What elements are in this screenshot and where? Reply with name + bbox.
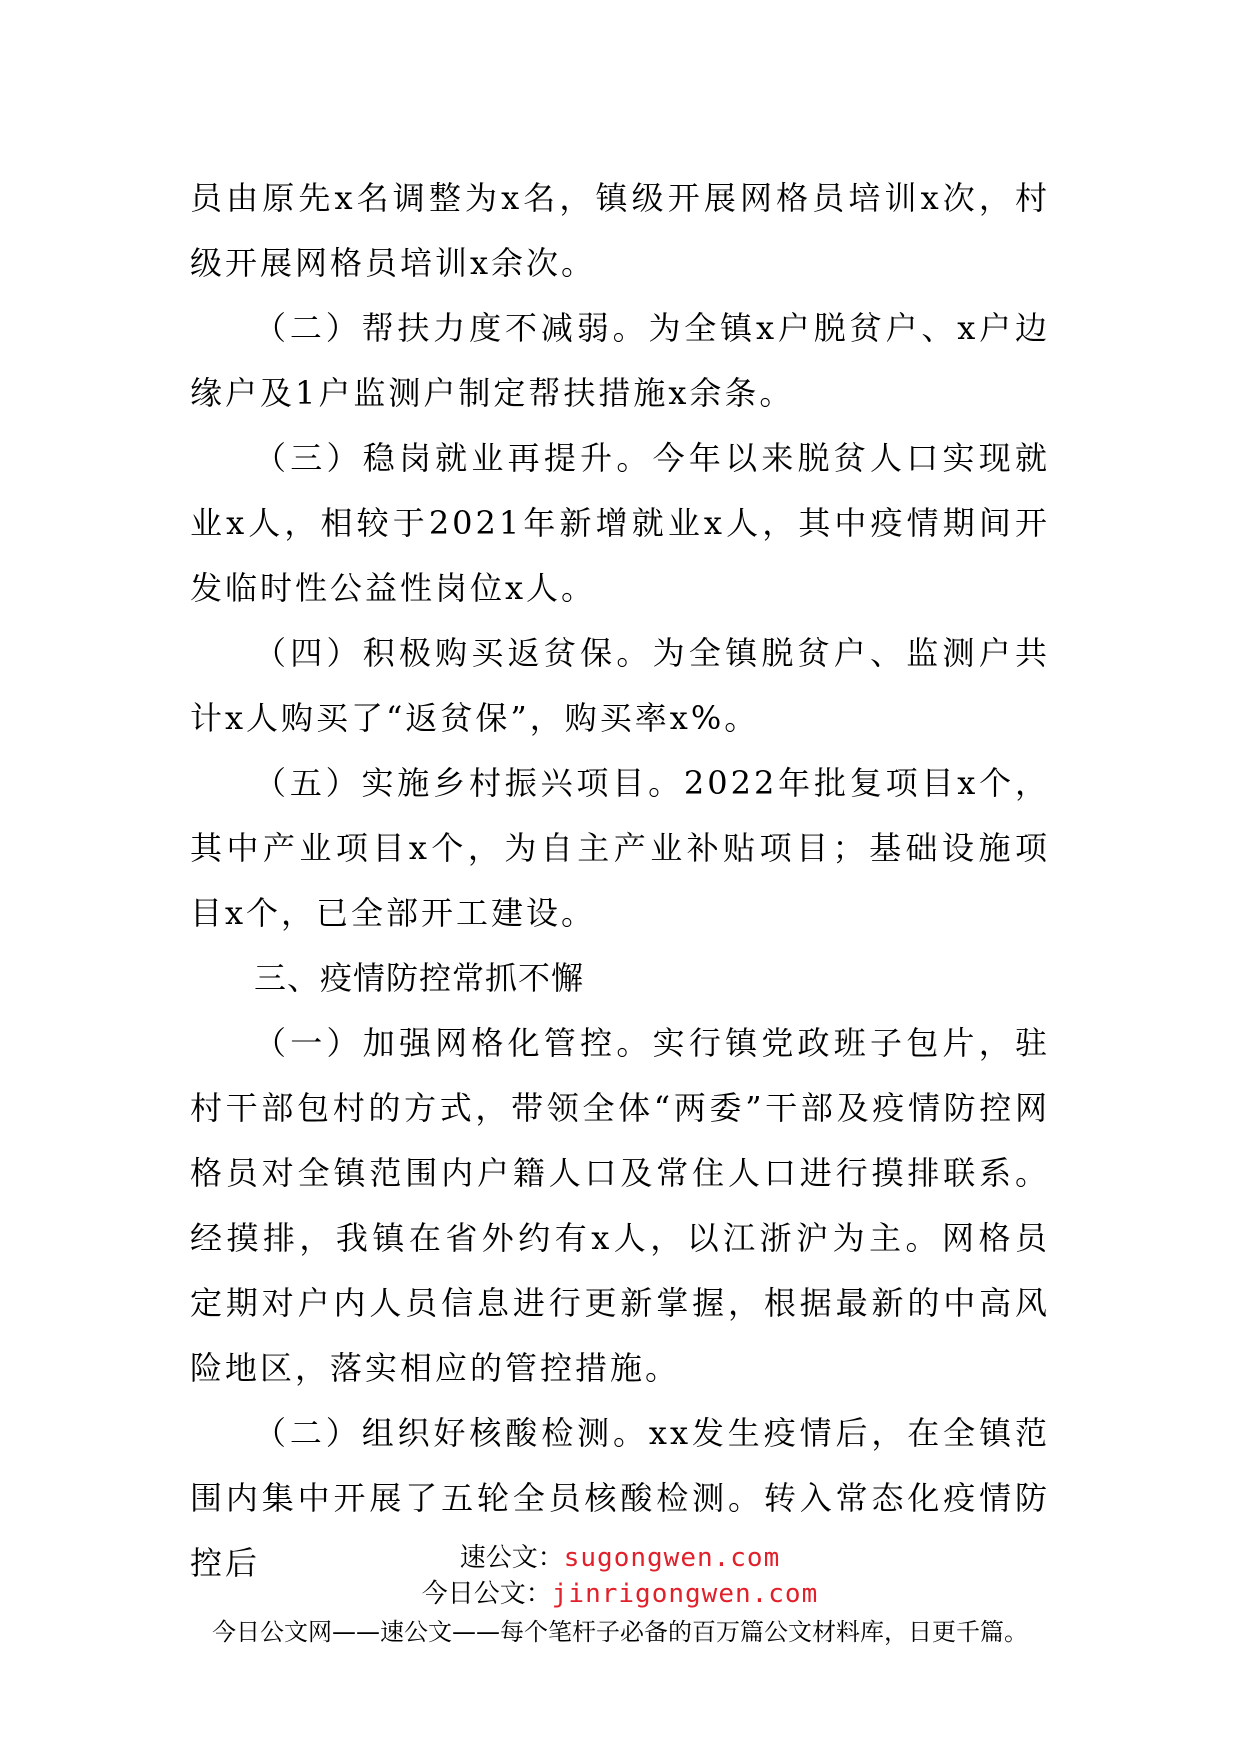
footer xyxy=(0,1540,1240,1652)
footer-line-sugongwen xyxy=(0,1540,1240,1576)
section-heading: 三、疫情防控常抓不懈 xyxy=(254,959,585,997)
footer-label-jinrigongwen: 今日公文： xyxy=(421,1579,552,1609)
document-body xyxy=(190,166,1050,1596)
paragraph-projects: （五）实施乡村振兴项目。2022年批复项目x个，其中产业项目x个，为自主产业补贴项目；基础设施项目x个，已全部开工建设。 xyxy=(190,764,1050,932)
paragraph-insurance: （四）积极购买返贫保。为全镇脱贫户、监测户共计x人购买了“返贫保”，购买率x%。 xyxy=(190,634,1050,737)
footer-label-sugongwen: 速公文： xyxy=(459,1543,564,1573)
paragraph-assistance: （二）帮扶力度不减弱。为全镇x户脱贫户、x户边缘户及1户监测户制定帮扶措施x余条。 xyxy=(190,309,1050,412)
footer-line-jinrigongwen xyxy=(0,1576,1240,1612)
footer-link-jinrigongwen[interactable]: jinrigongwen.com xyxy=(551,1579,819,1609)
paragraph-employment: （三）稳岗就业再提升。今年以来脱贫人口实现就业x人，相较于2021年新增就业x人，其中疫情期间开发临时性公益性岗位x人。 xyxy=(190,439,1050,607)
paragraph-grid-control: （一）加强网格化管控。实行镇党政班子包片，驻村干部包村的方式，带领全体“两委”干部及疫情防控网格员对全镇范围内户籍人口及常住人口进行摸排联系。经摸排，我镇在省外约有x人，以江浙沪为主。网格员定期对户内人员信息进行更新掌握，根据最新的中高风险地区，落实相应的管控措施。 xyxy=(190,1024,1050,1387)
footer-slogan: 今日公文网——速公文——每个笔杆子必备的百万篇公文材料库，日更千篇。 xyxy=(212,1618,1028,1646)
paragraph-nucleic-testing: （二）组织好核酸检测。xx发生疫情后，在全镇范围内集中开展了五轮全员核酸检测。转入常态化疫情防控后 xyxy=(190,1414,1050,1582)
footer-link-sugongwen[interactable]: sugongwen.com xyxy=(563,1543,781,1573)
paragraph-continuation: 员由原先x名调整为x名，镇级开展网格员培训x次，村级开展网格员培训x余次。 xyxy=(190,179,1050,282)
